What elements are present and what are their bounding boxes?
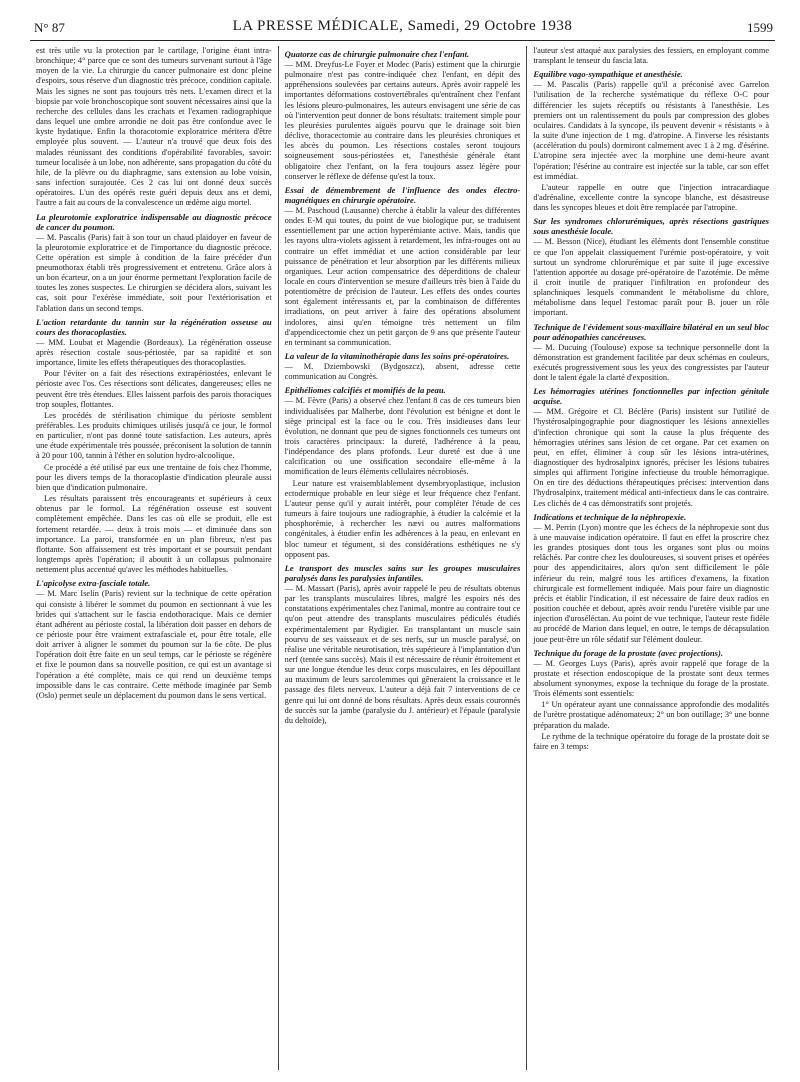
section-heading: Sur les syndromes chlorurémiques, après résections gastriques sous anesthésie locale. [533, 216, 770, 237]
paragraph: — MM. Dreyfus-Le Foyer et Modec (Paris) estiment que la chirurgie pulmonaire n'est pas contre-indiquée chez l'enfant, en dépit des appréhensions soulevées par certains auteurs. Après avoir rappelé les importantes déformations costovertébrales qu'entraînent chez l'enfant les lésions pleuro-pulmonaires, les auteurs envisagent une série de cas où l'intervention peut donner de bons résultats: traitement simple pour les pleurésies purulentes aiguës pourvu que le drainage soit bien déclive, thoracectomie au contraire dans les pleurésies chroniques et les abcès du poumon. Les résections costales seront toujours soigneusement sous-périostées et, l'anesthésie générale étant obligatoire chez l'enfant, on la fera toujours assez légère pour conserver le réflexe de défense qu'est la toux. [284, 60, 521, 181]
section-heading: La valeur de la vitaminothérapie dans les soins pré-opératoires. [284, 351, 510, 362]
paragraph: l'auteur s'est attaqué aux paralysies des fessiers, en employant comme transplant le tenseur du fascia lata. [533, 46, 770, 66]
paragraph: — M. Besson (Nice), étudiant les éléments dont l'ensemble constitue ce que l'on appelait classiquement l'urémie post-opératoire, y voit surtout un syndrome chlorurémique et par suite il juge excessive l'attention apportée au dosage pré-opératoire de l'azotémie. De même il croit inutile de pratiquer l'infiltration en profondeur des splanchniques lesquels commandent le métabolisme du chlore, métabolisme dans lequel l'estomac paraît pour B. jouer un rôle important. [533, 237, 770, 318]
issue-number: N° 87 [34, 20, 65, 35]
section-heading: Epithéliomes calcifiés et momifiés de la peau. [284, 385, 446, 396]
paragraph: Les résultats paraissent très encourageants et supérieurs à ceux obtenus par le formol. La régénération osseuse est souvent complètement empêchée. Dans les cas où elle se produit, elle est fortement retardée. — deux à trois mois — et diminuée dans son importance. La paroi, transformée en un plan fibreux, n'est pas flottante. Son affaissement est très important et se poursuit pendant longtemps après l'opération; il aboutit à un collapsus pulmonaire nettement plus accentué qu'avec les méthodes habituelles. [36, 494, 272, 575]
journal-title: LA PRESSE MÉDICALE, Samedi, 29 Octobre 1938 [232, 18, 573, 34]
column-left [30, 46, 278, 1070]
paragraph: — M. Paschoud (Lausanne) cherche à établir la valeur des différentes ondes E-M qui toutes, du point de vue biologique pur, se traduisent essentiellement par une action hyperémiante active. Mais, tandis que les rayons ultra-violets agissent à retardement, les infra-rouges ont au contraire un effet immédiat et une action considérable par leur puissance de pénétration et leur absorption par les différents milieux organiques. Leur action compensatrice des déperditions de chaleur locale en cours d'intervention se mesure d'ailleurs très bien à l'aide du potentiomètre de précision de l'auteur. Les effets des ondes courtes sont également intéressants et, par la combinaison de différentes irradiations, on peut arriver à faire des opérations absolument indolores, ainsi qu'en témoigne très nettement un film d'appendicectomie chez un petit garçon de 9 ans que présente l'auteur en terminant sa communication. [284, 205, 521, 347]
paragraph: Pour l'éviter on a fait des résections extrapériostées, enlevant le périoste avec l'os. Ces résections sont délicates, dangereuses; elles ne peuvent être très étendues. Elles laissent parfois des parois thoraciques trop souples, flottantes. [36, 369, 272, 409]
text-columns [30, 46, 775, 1070]
paragraph: Le rythme de la technique opératoire du forage de la prostate doit se faire en 3 temps: [533, 731, 770, 751]
paragraph: L'auteur rappelle en outre que l'injection intracardiaque d'adrénaline, excellente contre la syncope blanche, est désastreuse dans les syncopes bleues et doit être remplacée par l'atropine. [533, 182, 770, 213]
section-heading: Technique du forage de la prostate (avec projections). [533, 647, 724, 658]
section-heading: Indications et technique de la néphropexie. [533, 511, 687, 522]
section-heading: L'apicolyse extra-fasciale totale. [36, 578, 151, 589]
column-right [526, 46, 775, 1070]
section-heading: Le transport des muscles sains sur les groupes musculaires paralysés dans les paralysies infantiles. [284, 562, 521, 583]
paragraph: — M. Dziembowski (Bydgoszcz), absent, adresse cette communication au Congrès. [284, 362, 521, 382]
paragraph: — M. Massart (Paris), après avoir rappelé le peu de résultats obtenus par les transplants musculaires libres, malgré les espoirs nés des constatations expérimentales chez l'animal, montre au contraire tout ce qu'on peut attendre des transplants musculaires pédiculés étudiés expérimentalement par Rydigier. En transplantant un muscle sain pourvu de ses vaisseaux et de ses nerfs, sur un muscle paralysé, on réalise une véritable neurotisation, très supérieure à l'implantation d'un nerf (tentée sans succès). Mais il est nécessaire de réunir étroitement et sur une longue étendue les deux corps musculaires, en les dépouillant au maximum de leurs sarcolemmes qui gêneraient la croissance et le passage des filets nerveux. L'auteur a déjà fait 7 interventions de ce genre qui lui ont donné de bons résultats. Après deux essais couronnés de succès sur la jambe (paralysie du J. antérieur) et l'épaule (paralysie du deltoïde), [284, 583, 521, 725]
paragraph: — MM. Grégoire et Cl. Béclère (Paris) insistent sur l'utilité de l'hystérosalpingographie pour diagnostiquer les lésions annexielles d'infection chronique qui sont la cause la plus fréquente des hémorragies utérines sans lésion de cet organe. Par cet examen on peut, en effet, éliminer à coup sûr les lésions intra-utérines, diagnostiquer des hydrosalpinx ignorés, préciser les lésions tubaires simples qui affirment l'origine infectieuse du trouble hémorragique. On en tire des déductions thérapeutiques précises: intervention dans l'hydrosalpinx, traitement médical anti-infectieux dans le cas contraire. Les clichés de 4 cas démonstratifs sont projetés. [533, 407, 770, 508]
section-heading: Quatorze cas de chirurgie pulmonaire chez l'enfant. [284, 49, 470, 59]
section-heading: L'action retardante du tannin sur la régénération osseuse au cours des thoracoplasties. [36, 316, 272, 337]
journal-page [30, 16, 775, 1070]
paragraph: — M. Perrin (Lyon) montre que les échecs de la néphropexie sont dus à une mauvaise indication opératoire. Il faut en effet la proscrire chez les grandes ptosiques dont tous les organes sont plus ou moins relâchés. Par contre chez les douloureuses, si souvent prises et opérées pour des appendicitaires, alors qu'on sent difficilement le pôle inférieur du rein, malgré tous les artifices d'examens, la fixation chirurgicale est formellement indiquée. Mais pour faire un diagnostic précis et établir l'indication, il est nécessaire de faire deux radios en position couchée et debout, après avoir rendu l'uretère visible par une injection d'uroséléctan. Au point de vue technique, l'auteur reste fidèle au procédé de Marion dans lequel, en outre, le temps de décapsulation joue peut-être un rôle sédatif sur l'élément douleur. [533, 522, 770, 644]
paragraph: — M. Pascalis (Paris) fait à son tour un chaud plaidoyer en faveur de la pleurotomie exploratrice et de l'importance du diagnostic précoce. Cette opération est simple à condition de la faire précéder d'un pneumothorax établi très progressivement et entretenu. Grâce alors à un bon écarteur, on a un jour énorme permettant l'exploration facile de toutes les zones suspectes. Le chirurgien se décidera alors, suivant les cas, soit pour l'exérèse immédiate, soit pour l'extériorisation et l'ablation dans un second temps. [36, 232, 272, 313]
page-number: 1599 [747, 20, 773, 35]
paragraph: — M. Pascalis (Paris) rappelle qu'il a préconisé avec Garrelon l'utilisation de la recherche systématique du réflexe O-C pour différencier les sujets réceptifs ou résistants à l'anesthésie. Les premiers ont un ralentissement du pouls par compression des globes oculaires. Candidats à la syncope, ils peuvent devenir « résistants » à la suite d'une injection de 1 mg. d'atropine. A l'inverse les résistants (accélération du pouls) dormiront calmement avec 1 à 2 mg. d'ésérine. L'atropine sera injectée avec la morphine une demi-heure avant l'opération; l'ésérine au contraire est injectée sur la table, car son effet est immédiat. [533, 80, 770, 181]
section-heading: La pleurotomie exploratrice indispensable au diagnostic précoce de cancer du poumon. [36, 211, 272, 232]
section-heading: Technique de l'évidement sous-maxillaire bilatéral en un seul bloc pour adénopathies cancéreuses. [533, 321, 770, 342]
paragraph: — MM. Loubat et Magendie (Bordeaux). La régénération osseuse après résection costale sous-périostée, par sa rapidité et son importance, limite les effets thérapeutiques des thoracoplasties. [36, 337, 272, 368]
paragraph: — M. Marc Iselin (Paris) revient sur la technique de cette opération qui consiste à libérer le sommet du poumon en sectionnant à vue les brides qui s'attachent sur le fascia endothoracique. Mais ce dernier étant adhérent au périoste costal, la libération doit passer en dehors de ce périoste pour être vraiment extrafasciale et, pour être totale, elle doit arriver à aligner le sommet du poumon sur la 6e côte. De plus l'opération doit être faite en un seul temps, car le périoste se régénère et fixe le poumon dans sa nouvelle position, ce qui est un avantage si l'opération a été complète, mais ce qui rend un deuxième temps impossible dans le cas contraire. Cette méthode imaginée par Semb (Oslo) permet seule un déplacement du poumon dans le sens vertical. [36, 589, 272, 700]
paragraph: Ce procédé a été utilisé par eux une trentaine de fois chez l'homme, pour les divers temps de la thoracoplastie d'indication pleurale aussi bien que d'indication pulmonaire. [36, 462, 272, 492]
section-heading: Equilibre vago-sympathique et anesthésie. [533, 69, 683, 80]
paragraph: est très utile vu la protection par le cartilage, l'origine étant intra-bronchique; 4° parce que ce sont des tumeurs survenant surtout à l'âge moyen de la vie. La chirurgie du cancer pulmonaire est donc pleine d'espoirs, sous réserve d'un diagnostic très précoce, condition capitale. Mais les signes ne sont pas toujours très nets. L'examen direct et la biopsie par voie bronchoscopique sont souvent nécessaires ainsi que la recherche des cellules dans les crachats et l'examen radiographique dans lequel une ombre arrondie ne doit pas être confondue avec le kyste hydatique. Enfin la thoracotomie exploratrice méritera d'être employée plus souvent. — L'auteur n'a trouvé que deux fois des malades réunissant des conditions d'opérabilité favorables, savoir: tumeur localisée à un lobe, non adhérente, sans propagation du côté du hile, de la plèvre ou du diaphragme, sans extension au lobe voisin, sans infection surajoutée. Ces 2 cas lui ont donné deux succès opératoires. L'un des opérés reste guéri depuis deux ans et demi, l'autre a fait au cours de la convalescence un œdème aigu mortel. [36, 46, 272, 208]
column-middle [278, 46, 527, 1070]
section-heading: Essai de démembrement de l'influence des ondes électro-magnétiques en chirurgie opératoire. [284, 184, 521, 205]
paragraph: 1° Un opérateur ayant une connaissance approfondie des modalités de l'urètre prostatique adénomateux; 2° un bon outillage; 3° une bonne préparation du malade. [533, 700, 770, 730]
section-heading: Les hémorragies utérines fonctionnelles par infection génitale acquise. [533, 386, 770, 407]
page-header [30, 16, 775, 41]
paragraph: — M. Georges Luys (Paris), après avoir rappelé que forage de la prostate et résection endoscopique de la prostate sont deux termes absolument synonymes, expose la technique du forage de la prostate. Trois éléments sont essentiels: [533, 658, 770, 699]
paragraph: Leur nature est vraisemblablement dysembryoplastique, inclusion ectodermique probable en leur siège et leur fréquence chez l'enfant. L'auteur pense qu'il y aurait intérêt, pour compléter l'étude de ces tumeurs à faire toujours une radiographie, à étudier la calcémie et la phosphorémie, à rechercher les nævi ou autres malformations congénitales, à étudier enfin les adhérences à la peau, en enlevant en bloc tumeur et tégument, si des considérations esthétiques ne s'y opposent pas. [284, 478, 521, 559]
paragraph: — M. Ducuing (Toulouse) expose sa technique personnelle dont la démonstration est grandement facilitée par deux schémas en couleurs, exécutés progressivement sous les yeux des congressistes par l'auteur dont le talent égale la clarté d'exposition. [533, 342, 770, 383]
paragraph: — M. Fèvre (Paris) a observé chez l'enfant 8 cas de ces tumeurs bien individualisées par Malherbe, dont l'évolution est bénigne et dont le siège principal est la face ou le cou. Très insidieuses dans leur évolution, ne donnant que peu de signes fonctionnels ces tumeurs ont trois caractères principaux: la dureté, l'adhérence à la peau, l'indépendance des plans profonds. Leur dureté est due à une calcification ou une ossification secondaire elle-même à la momification de leurs éléments cellulaires nécrobiosés. [284, 396, 521, 477]
paragraph: Les procédés de stérilisation chimique du périoste semblent préférables. Les produits chimiques utilisés jusqu'à ce jour, le formol en particulier, n'ont pas donné toute satisfaction. Les auteurs, après une étude expérimentale très poussée, préconisent la solution de tannin à 20 pour 100, tannin à l'éther en solution hydro-alcoolique. [36, 410, 272, 461]
